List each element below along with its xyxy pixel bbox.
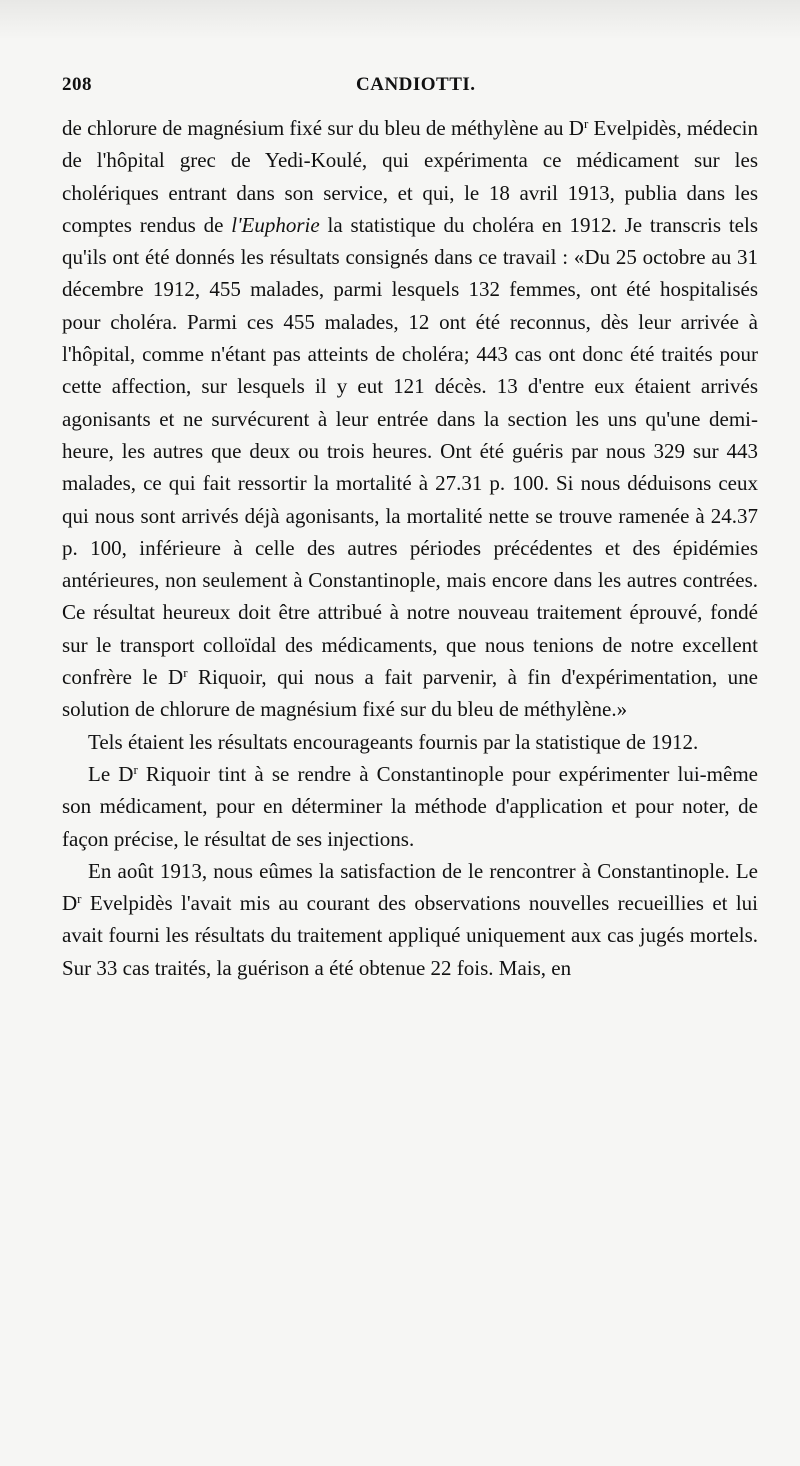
paragraph-2 [62, 726, 758, 758]
page-number: 208 [62, 74, 92, 95]
running-head [62, 74, 760, 100]
paragraph-4 [62, 855, 758, 984]
superscript-r: r [77, 891, 82, 907]
text-run: Evelpidès l'avait mis au courant des observations nouvelles recueillies et lui avait fourni les résultats du traitement appliqué uniquement aux cas jugés mortels. Sur 33 cas traités, la guérison a été obtenue 22 fois. Mais, en [62, 891, 758, 980]
superscript-r: r [583, 116, 589, 131]
text-run: Le D [88, 761, 134, 786]
superscript-r: r [183, 665, 188, 681]
text-run: Riquoir tint à se rendre à Constantinople pour expérimenter lui-même son médicament, pour en déterminer la méthode d'application et pour noter, de façon précise, le résultat de ses injections. [62, 761, 758, 851]
body-text [62, 112, 758, 984]
text-run: Tels étaient les résultats encourageants fournis par la statistique de 1912. [88, 729, 699, 754]
running-title: CANDIOTTI. [356, 74, 476, 95]
text-run: la statistique du choléra en 1912. Je transcris tels qu'ils ont été donnés les résultats consignés dans ce travail : «Du 25 octobre au 31 décembre 1912, 455 malades, parmi lesquels 132 femmes, ont été hospitalisés pour choléra. Parmi ces 455 malades, 12 ont été reconnus, dès leur arrivée à l'hôpital, comme n'étant pas atteints de choléra; 443 cas ont donc été traités pour cette affection, sur lesquels il y eut 121 décès. 13 d'entre eux étaient arrivés agonisants et ne survécurent à leur entrée dans la section les uns qu'une demi-heure, les autres que deux ou trois heures. Ont été guéris par nous 329 sur 443 malades, ce qui fait ressortir la mortalité à 27.31 p. 100. Si nous déduisons ceux qui nous sont arrivés déjà agonisants, la mortalité nette se trouve ramenée à 24.37 p. 100, inférieure à celle des autres périodes précédentes et des épidémies antérieures, non seulement à Constantinople, mais encore dans les autres contrées. Ce résultat heureux doit être attribué à notre nouveau traitement éprouvé, fondé sur le transport colloïdal des médicaments, que nous tenions de notre excellent confrère le D [62, 212, 758, 690]
text-run: Riquoir, qui nous a fait parvenir, à fin d'expérimentation, une solution de chlorure de magnésium fixé sur du bleu de méthylène.» [62, 665, 759, 722]
italic-title: l'Euphorie [231, 212, 320, 237]
paragraph-3 [62, 758, 758, 855]
text-run: de chlorure de magnésium fixé sur du bleu de méthylène au D [62, 116, 584, 140]
superscript-r: r [133, 761, 138, 777]
text-run: En août 1913, nous eûmes la satisfaction de le rencontrer à Constantinople. Le D [62, 858, 758, 916]
paragraph-1 [62, 112, 758, 726]
text-run: Evelpidès, médecin de l'hôpital grec de Yedi-Koulé, qui expérimenta ce médicament sur les cholériques entrant dans son service, et qui, le 18 avril 1913, publia dans les comptes rendus de [62, 116, 758, 237]
scan-shadow [0, 0, 800, 40]
